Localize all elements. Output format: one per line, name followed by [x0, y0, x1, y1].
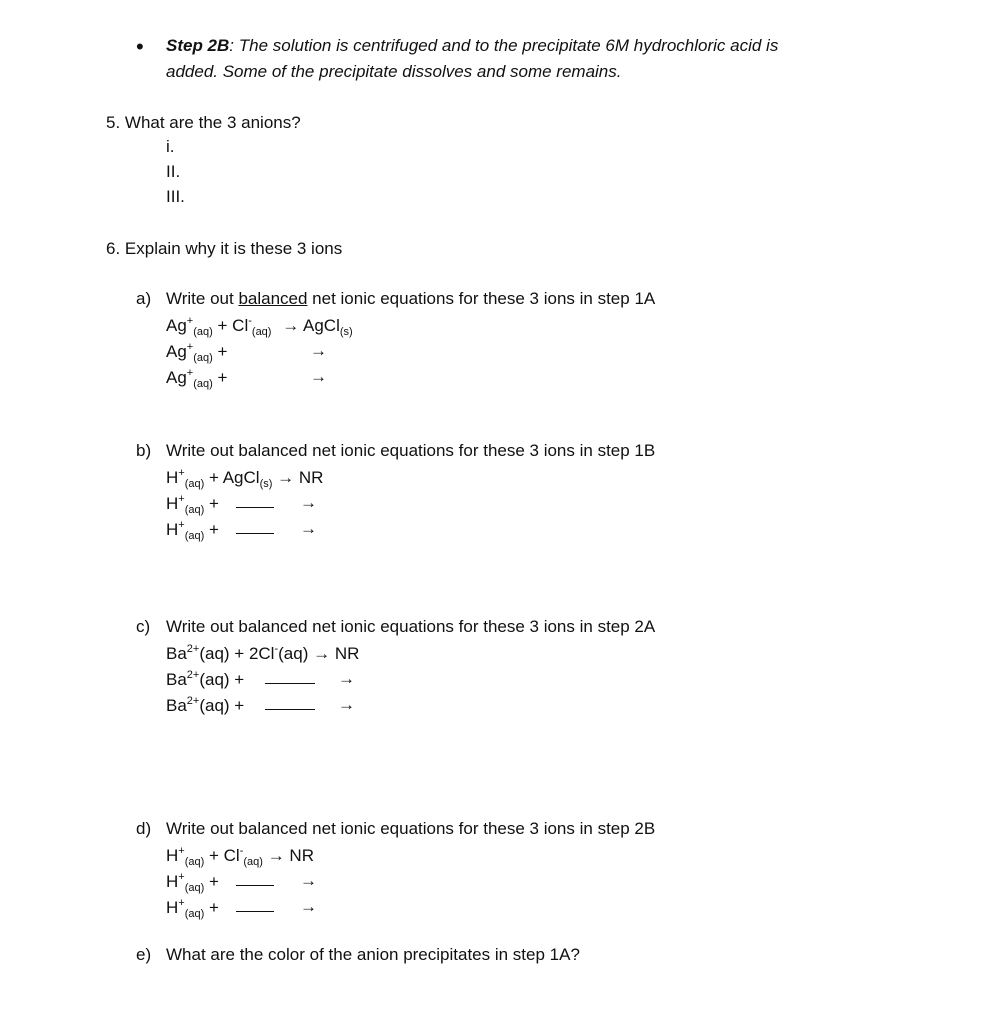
arrow-icon: →: [277, 468, 295, 487]
step-label: Step 2B: [166, 36, 230, 55]
question-6: 6. Explain why it is these 3 ions: [106, 239, 343, 258]
prompt-text: net ionic equations for these 3 ions in step 1A: [307, 289, 656, 308]
part-a-marker: a): [136, 289, 152, 308]
equation-a-1: $Ag^+_{(aq)} + Cl^-_{(aq)}$ → AgCl$_{(s)}$: [166, 315, 353, 338]
equation-a-2: $Ag^+_{(aq)}$ +: [166, 341, 228, 364]
equation-d-3: $H^+_{(aq)}$ +: [166, 897, 219, 920]
step-colon: :: [229, 36, 235, 55]
step-text-1: The solution is centrifuged and to the precipitate 6M hydrochloric acid is: [234, 36, 779, 55]
arrow-icon: →: [310, 367, 327, 386]
equation-b-1: $H^+_{(aq)}$ + AgCl$_{(s)}$ → NR: [166, 467, 324, 490]
answer-blank[interactable]: [265, 673, 315, 684]
part-c-marker: c): [136, 617, 151, 636]
equation-b-2: $H^+_{(aq)}$ +: [166, 493, 219, 516]
underlined-word: balanced: [238, 289, 308, 308]
answer-blank[interactable]: [265, 699, 315, 710]
arrow-icon: →: [300, 897, 317, 916]
question-5: 5. What are the 3 anions?: [106, 113, 301, 132]
step-2b-line-1: [166, 37, 778, 54]
answer-item: i.: [166, 137, 175, 156]
answer-blank[interactable]: [236, 523, 274, 534]
equation-d-2: $H^+_{(aq)}$ +: [166, 871, 219, 894]
arrow-icon: →: [310, 341, 327, 360]
arrow-icon: →: [300, 871, 317, 890]
equation-b-3: $H^+_{(aq)}$ +: [166, 519, 219, 542]
bullet-icon: •: [136, 34, 144, 59]
arrow-icon: →: [313, 644, 331, 663]
part-d-prompt: Write out balanced net ionic equations for these 3 ions in step 2B: [166, 819, 656, 838]
prompt-text: Write out: [166, 289, 239, 308]
part-e-marker: e): [136, 945, 152, 964]
arrow-icon: →: [267, 846, 285, 865]
answer-blank[interactable]: [236, 497, 274, 508]
step-2b-line-2: added. Some of the precipitate dissolves and some remains.: [166, 62, 622, 81]
answer-blank[interactable]: [236, 901, 274, 912]
arrow-icon: →: [300, 493, 317, 512]
equation-c-3: $Ba^{2+}(aq)$ +: [166, 695, 245, 715]
answer-blank[interactable]: [236, 875, 274, 886]
arrow-icon: →: [300, 519, 317, 538]
part-a-prompt: [166, 290, 655, 307]
part-d-marker: d): [136, 819, 152, 838]
arrow-icon: →: [282, 316, 300, 335]
equation-d-1: $H^+_{(aq)} + Cl^-_{(aq)}$ → NR: [166, 845, 314, 868]
answer-item: III.: [166, 187, 185, 206]
part-b-marker: b): [136, 441, 152, 460]
equation-c-2: $Ba^{2+}(aq)$ +: [166, 669, 245, 689]
part-b-prompt: Write out balanced net ionic equations for these 3 ions in step 1B: [166, 441, 656, 460]
part-c-prompt: Write out balanced net ionic equations for these 3 ions in step 2A: [166, 617, 656, 636]
equation-a-3: $Ag^+_{(aq)}$ +: [166, 367, 228, 390]
arrow-icon: →: [338, 695, 355, 714]
answer-item: II.: [166, 162, 181, 181]
arrow-icon: →: [338, 669, 355, 688]
part-e-prompt: What are the color of the anion precipitates in step 1A?: [166, 945, 580, 964]
equation-c-1: $Ba^{2+}(aq) + 2Cl^-(aq)$ → NR: [166, 643, 360, 663]
